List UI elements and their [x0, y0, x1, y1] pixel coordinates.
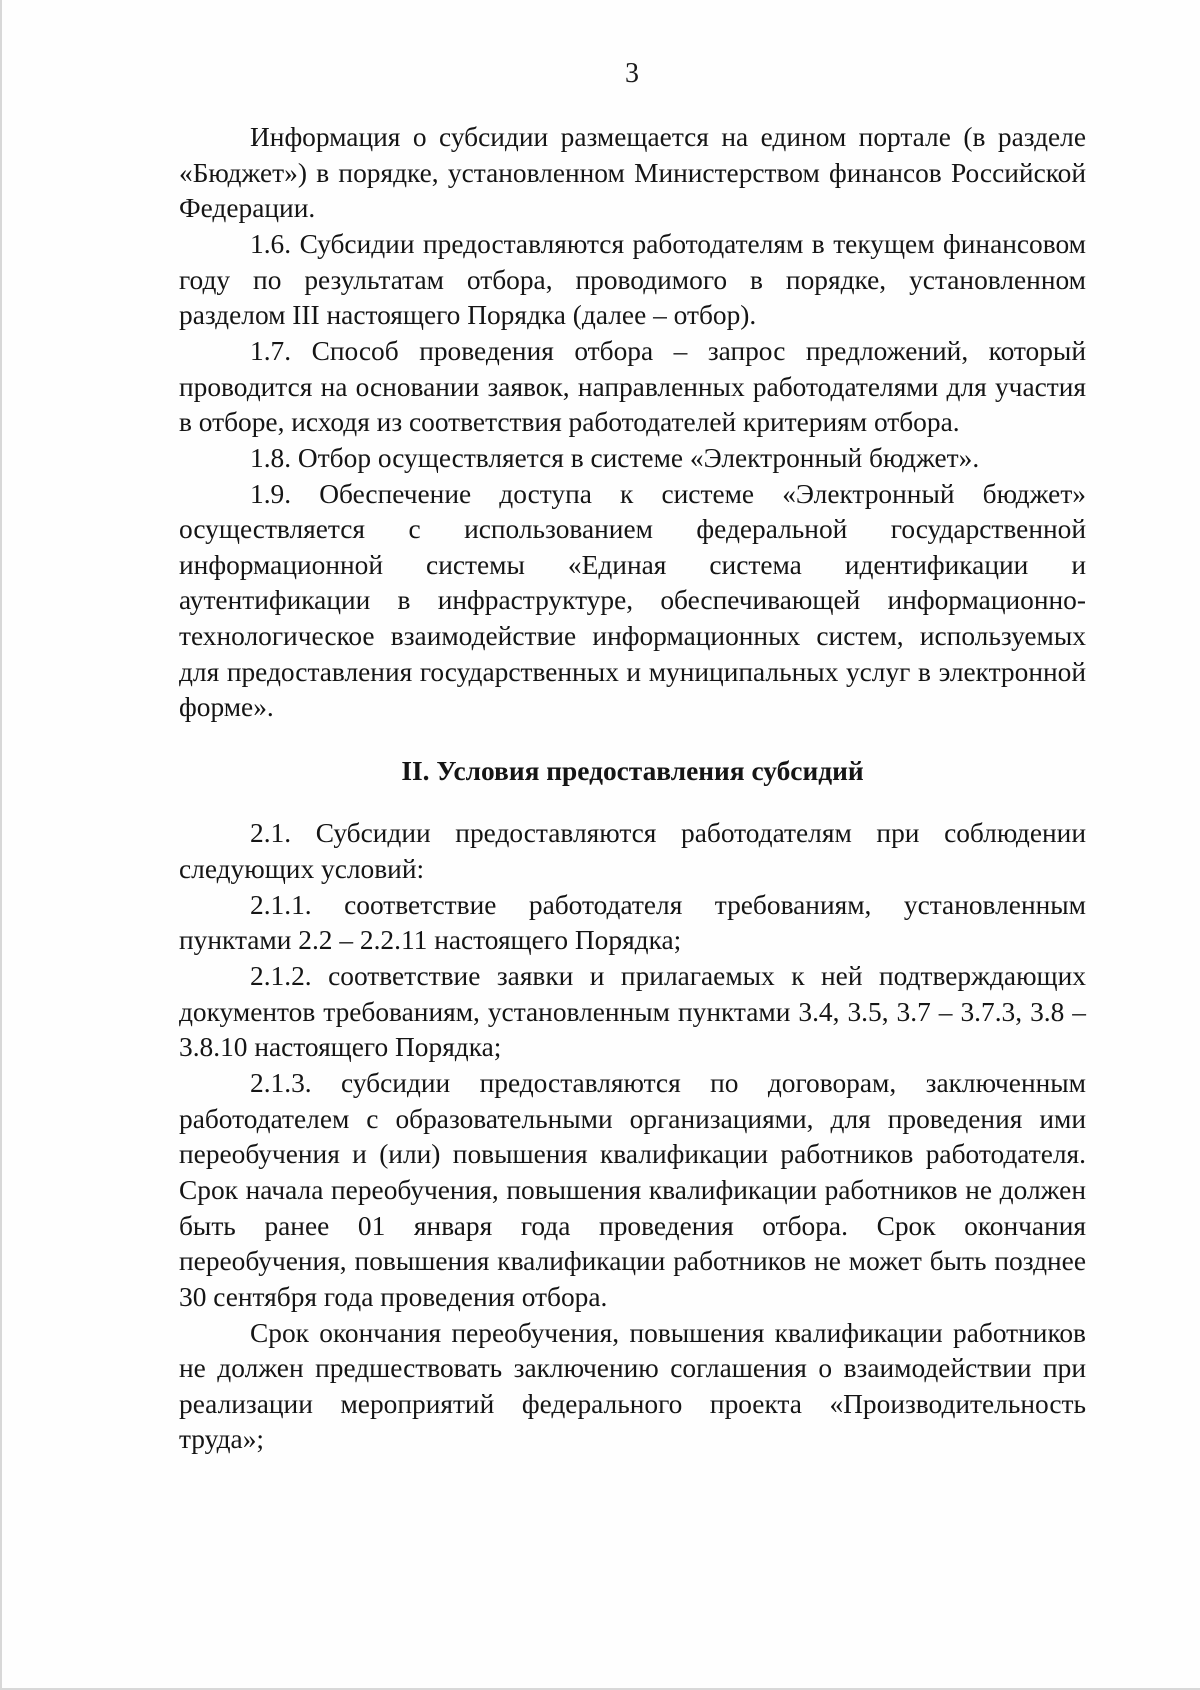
paragraph-2-1-3: 2.1.3. субсидии предоставляются по договорам, заключенным работодателем с образовательными организациями, для проведения ими переобучения и (или) повышения квалификации работников работодателя. Срок начала переобучения, повышения квалификации работников не должен быть ранее 01 января года проведения отбора. Срок окончания переобучения, повышения квалификации работников не может быть позднее 30 сентября года проведения отбора.	[179, 1068, 1086, 1312]
section-heading: II. Условия предоставления субсидий	[401, 755, 864, 786]
paragraph-1-8: 1.8. Отбор осуществляется в системе «Электронный бюджет».	[250, 442, 980, 473]
paragraph-1-7: 1.7. Способ проведения отбора – запрос предложений, который проводится на основании заявок, направленных работодателями для участия в отборе, исходя из соответствия работодателей критериям отбора.	[179, 335, 1086, 438]
paragraph-2-1-1: 2.1.1. соответствие работодателя требованиям, установленным пунктами 2.2 – 2.2.11 настоящего Порядка;	[179, 889, 1086, 956]
paragraph-1-6: 1.6. Субсидии предоставляются работодателям в текущем финансовом году по результатам отбора, проводимого в порядке, установленном разделом III настоящего Порядка (далее – отбор).	[179, 228, 1086, 331]
page-number: 3	[625, 58, 639, 89]
document-body	[179, 120, 1086, 1458]
paragraph-info-portal: Информация о субсидии размещается на едином портале (в разделе «Бюджет») в порядке, установленном Министерством финансов Российской Федерации.	[179, 122, 1086, 224]
paragraph-2-1-2: 2.1.2. соответствие заявки и прилагаемых к ней подтверждающих документов требованиям, установленным пунктами 3.4, 3.5, 3.7 – 3.7.3, 3.8 – 3.8.10 настоящего Порядка;	[179, 961, 1086, 1063]
paragraph-1-9: 1.9. Обеспечение доступа к системе «Электронный бюджет» осуществляется с использованием федеральной государственной информационной системы «Единая система идентификации и аутентификации в инфраструктуре, обеспечивающей информационно-технологическое взаимодействие информационных систем, используемых для предоставления государственных и муниципальных услуг в электронной форме».	[179, 478, 1086, 723]
paragraph-2-1: 2.1. Субсидии предоставляются работодателям при соблюдении следующих условий:	[179, 818, 1086, 885]
paragraph-retraining-deadline: Срок окончания переобучения, повышения квалификации работников не должен предшествовать заключению соглашения о взаимодействии при реализации мероприятий федерального проекта «Производительность труда»;	[179, 1317, 1086, 1455]
